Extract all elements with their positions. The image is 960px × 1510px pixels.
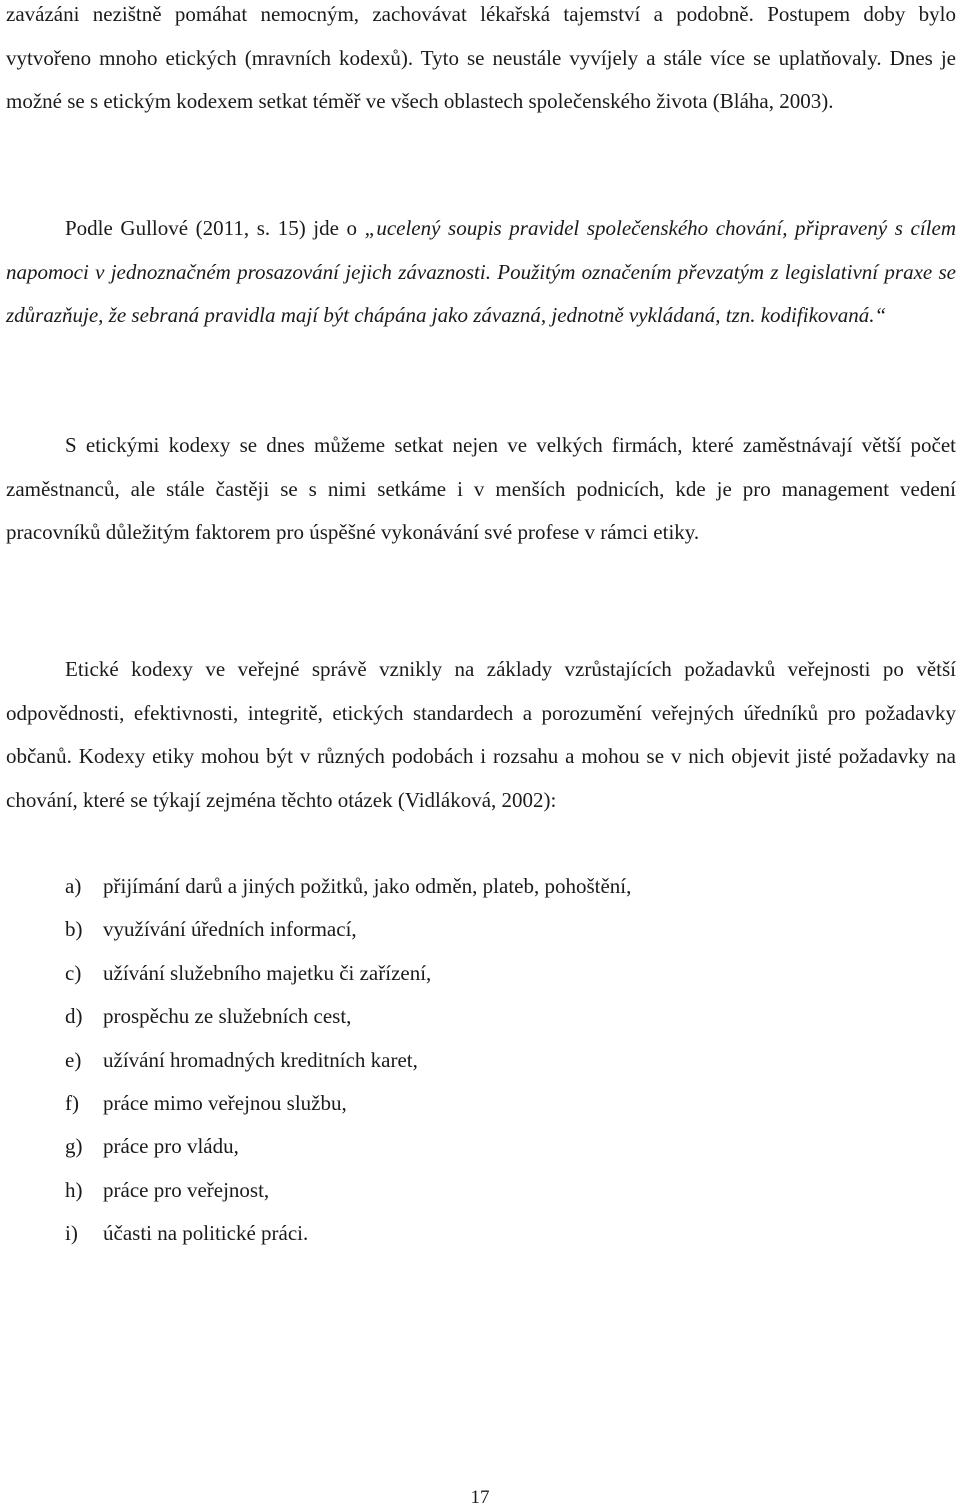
list-marker: c) [65, 960, 82, 985]
page-number: 17 [470, 1487, 490, 1508]
list-marker: g) [65, 1134, 83, 1159]
list-marker: e) [65, 1047, 82, 1072]
paragraph-codes-in-firms: S etickými kodexy se dnes můžeme setkat nejen ve velkých firmách, které zaměstnávají větší počet zaměstnanců, ale stále častěji se s nimi setkáme i v menších podnicích, kde je pro management vedení pracovníků důležitým faktorem pro úspěšné vykonávání své profese v rámci etiky. [6, 433, 956, 544]
list-item-text: využívání úředních informací, [103, 917, 357, 942]
gullova-quote: „ucelený soupis pravidel společenského chování, připravený s cílem napomoci v jednoznačném prosazování jejich závaznosti. Použitým označením převzatým z legislativní praxe se zdůrazňuje, že sebraná pravidla mají být chápána jako závazná, jednotně vykládaná, tzn. kodifikovaná.“ [6, 216, 957, 327]
list-item-text: užívání služebního majetku či zařízení, [103, 960, 432, 985]
paragraph-public-administration: Etické kodexy ve veřejné správě vznikly na základy vzrůstajících požadavků veřejnosti po větší odpovědnosti, efektivnosti, integritě, etických standardech a porozumění veřejných úředníků pro požadavky občanů. Kodexy etiky mohou být v různých podobách i rozsahu a mohou se v nich objevit jisté požadavky na chování, které se týkají zejména těchto otázek (Vidláková, 2002): [6, 657, 956, 812]
list-item-text: prospěchu ze služebních cest, [103, 1004, 352, 1029]
list-item-text: práce pro veřejnost, [103, 1177, 270, 1202]
list-item [65, 908, 631, 951]
list-item-text: užívání hromadných kreditních karet, [103, 1047, 418, 1072]
list-marker: h) [65, 1177, 83, 1202]
list-item [65, 1212, 631, 1255]
paragraph-gullova-definition [6, 207, 956, 338]
list-item [65, 1082, 631, 1125]
list-item [65, 1125, 631, 1168]
paragraph-ethics-history: zavázáni nezištně pomáhat nemocným, zachovávat lékařská tajemství a podobně. Postupem doby bylo vytvořeno mnoho etických (mravních kodexů). Tyto se neustále vyvíjely a stále více se uplatňovaly. Dnes je možné se s etickým kodexem setkat téměř ve všech oblastech společenského života (Bláha, 2003). [6, 2, 956, 113]
list-marker: a) [65, 874, 82, 898]
list-item-text: práce mimo veřejnou službu, [103, 1090, 347, 1115]
list-item [65, 952, 631, 995]
list-item [65, 1039, 631, 1082]
list-item [65, 1169, 631, 1212]
ethics-topics-list [65, 865, 631, 1256]
paragraph-gullova-lead: Podle Gullové (2011, s. 15) jde o [65, 216, 365, 240]
list-item [65, 995, 631, 1038]
list-marker: i) [65, 1221, 78, 1246]
list-item-text: přijímání darů a jiných požitků, jako odměn, plateb, pohoštění, [103, 874, 632, 898]
list-marker: d) [65, 1004, 83, 1029]
list-item [65, 865, 631, 908]
list-marker: b) [65, 917, 83, 942]
list-marker: f) [65, 1090, 79, 1115]
list-item-text: účasti na politické práci. [103, 1221, 309, 1246]
list-item-text: práce pro vládu, [103, 1134, 239, 1159]
